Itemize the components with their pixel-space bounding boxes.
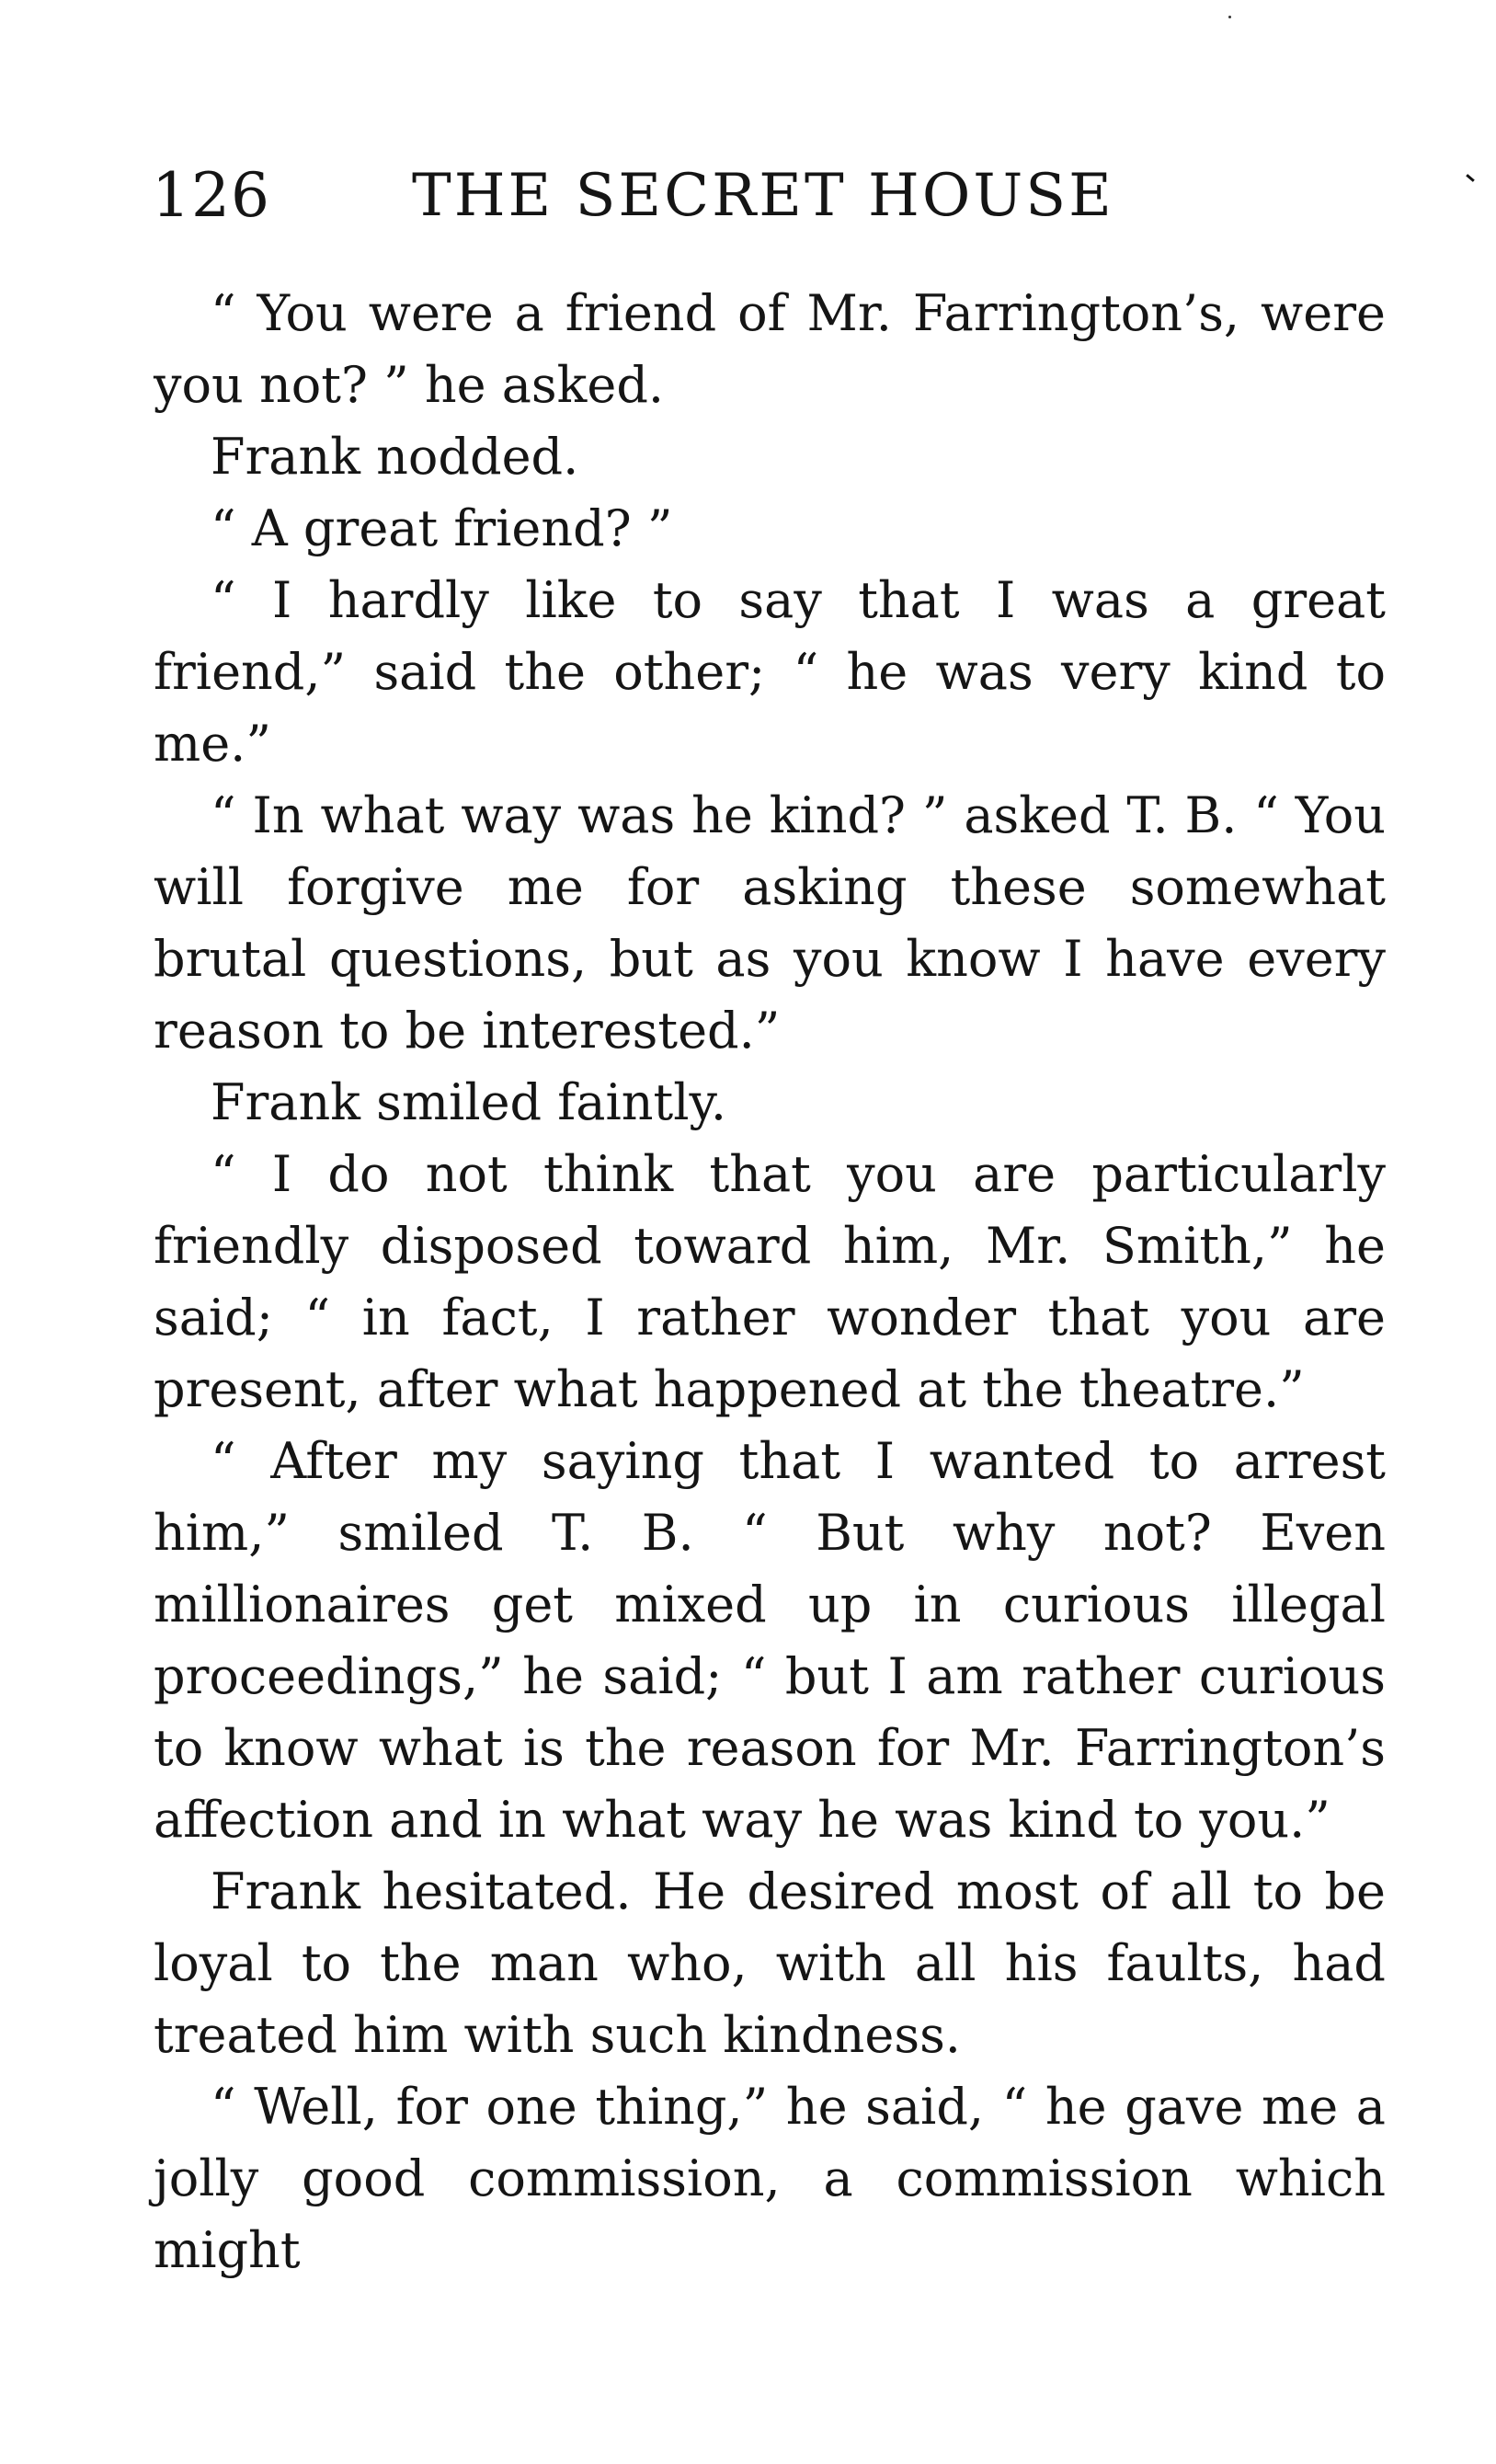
body-text — [154, 278, 1386, 2286]
page-number: 126 — [152, 160, 270, 231]
paragraph: Frank hesitated. He desired most of all to be loyal to the man who, with all his faults, had treated him with such kindness. — [154, 1862, 1386, 2064]
running-title: THE SECRET HOUSE — [412, 162, 1114, 230]
paragraph: “ In what way was he kind? ” asked T. B. “ You will forgive me for asking these somewhat brutal questions, but as you know I have every reason to be interested.” — [154, 786, 1386, 1060]
print-speck — [1228, 16, 1231, 18]
paragraph: Frank smiled faintly. — [211, 1073, 726, 1131]
paragraph: “ After my saying that I wanted to arrest him,” smiled T. B. “ But why not? Even millionaires get mixed up in curious illegal proceedings,” he said; “ but I am rather curious to know what is the reason for Mr. Farrington’s affection and in what way he was kind to you.” — [154, 1432, 1386, 1849]
paragraph: “ A great friend? ” — [211, 499, 673, 557]
paragraph: “ I do not think that you are particularly friendly disposed toward him, Mr. Smith,” he said; “ in fact, I rather wonder that you are present, after what happened at the theatre.” — [154, 1145, 1386, 1418]
print-mark — [1466, 174, 1475, 182]
paragraph: “ You were a friend of Mr. Farrington’s, were you not? ” he asked. — [154, 284, 1386, 414]
paragraph: “ Well, for one thing,” he said, “ he gave me a jolly good commission, a commission which might — [154, 2078, 1386, 2279]
paragraph: Frank nodded. — [211, 428, 579, 486]
running-head — [152, 155, 1384, 237]
paragraph: “ I hardly like to say that I was a great friend,” said the other; “ he was very kind to me.” — [154, 571, 1386, 773]
